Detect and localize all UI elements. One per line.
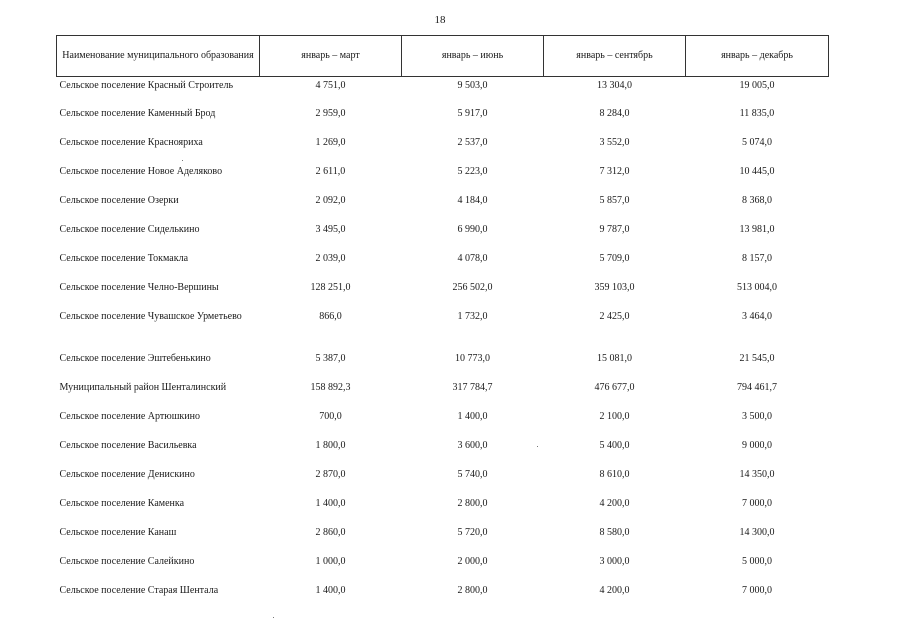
row-year-value: 5 074,0 (742, 136, 772, 148)
table-row (57, 137, 829, 166)
row-h1-value: 9 503,0 (457, 80, 488, 91)
row-h1-value: 256 502,0 (452, 281, 493, 293)
table-row (57, 195, 829, 224)
row-9m-value: 3 552,0 (599, 136, 630, 148)
row-9m-value: 8 610,0 (599, 468, 630, 480)
row-year-value: 10 445,0 (739, 165, 775, 177)
row-q1-value: 1 000,0 (315, 555, 346, 567)
row-name: Сельское поселение Красный Строитель (59, 80, 234, 91)
row-q1-value: 2 611,0 (315, 165, 346, 177)
table-row (57, 224, 829, 253)
row-h1-value: 2 000,0 (457, 555, 488, 567)
row-q1-value: 4 751,0 (315, 80, 346, 91)
row-name: Сельское поселение Озерки (59, 194, 179, 206)
row-9m-value: 7 312,0 (599, 165, 630, 177)
row-q1-value: 2 039,0 (315, 252, 346, 264)
table-row (57, 311, 829, 353)
row-9m-value: 359 103,0 (594, 281, 635, 293)
row-name: Сельское поселение Каменный Брод (59, 107, 216, 119)
header-q1: январь – март (260, 36, 402, 77)
row-q1-value: 2 092,0 (315, 194, 346, 206)
row-9m-value: 2 100,0 (599, 410, 630, 422)
row-q1-value: 2 870,0 (315, 468, 346, 480)
row-h1-value: 2 537,0 (457, 136, 488, 148)
table-row (57, 382, 829, 411)
row-name: Сельское поселение Артюшкино (59, 410, 200, 422)
row-h1-value: 5 740,0 (457, 468, 488, 480)
header-year: январь – декабрь (686, 36, 829, 77)
row-9m-value: 8 284,0 (599, 107, 630, 119)
row-year-value: 8 157,0 (742, 252, 772, 264)
table-row (57, 108, 829, 137)
row-q1-value: 128 251,0 (310, 281, 351, 293)
row-name: Сельское поселение Денискино (59, 468, 195, 480)
scan-speck (537, 446, 538, 447)
row-year-value: 7 000,0 (742, 497, 772, 509)
scan-speck (182, 160, 183, 161)
table-row (57, 440, 829, 469)
row-year-value: 19 005,0 (739, 80, 775, 91)
page-number: 18 (434, 14, 446, 26)
row-h1-value: 4 078,0 (457, 252, 488, 264)
row-year-value: 513 004,0 (737, 281, 777, 293)
row-year-value: 3 464,0 (742, 310, 772, 322)
row-q1-value: 2 959,0 (315, 107, 346, 119)
row-year-value: 14 300,0 (739, 526, 775, 538)
row-year-value: 7 000,0 (742, 584, 772, 596)
row-name: Сельское поселение Салейкино (59, 555, 195, 567)
table-header (57, 36, 829, 77)
row-h1-value: 4 184,0 (457, 194, 488, 206)
row-name: Сельское поселение Каменка (59, 497, 185, 509)
header-h1: январь – июнь (402, 36, 544, 77)
row-9m-value: 2 425,0 (599, 310, 630, 322)
row-h1-value: 317 784,7 (452, 381, 493, 393)
table-row (57, 253, 829, 282)
row-9m-value: 476 677,0 (594, 381, 635, 393)
row-name: Сельское поселение Чувашское Урметьево (59, 310, 242, 322)
row-h1-value: 5 917,0 (457, 107, 488, 119)
row-h1-value: 5 720,0 (457, 526, 488, 538)
row-name: Сельское поселение Эштебенькино (59, 352, 211, 364)
row-year-value: 21 545,0 (739, 352, 775, 364)
row-q1-value: 5 387,0 (315, 352, 346, 364)
row-name: Сельское поселение Васильевка (59, 439, 197, 451)
table-row (57, 166, 829, 195)
row-h1-value: 3 600,0 (457, 439, 488, 451)
row-year-value: 14 350,0 (739, 468, 775, 480)
scan-speck (273, 617, 274, 618)
row-h1-value: 1 732,0 (457, 310, 488, 322)
row-h1-value: 6 990,0 (457, 223, 488, 235)
table-row (57, 527, 829, 556)
table-row (57, 411, 829, 440)
row-9m-value: 9 787,0 (599, 223, 630, 235)
row-9m-value: 5 857,0 (599, 194, 630, 206)
row-9m-value: 8 580,0 (599, 526, 630, 538)
row-9m-value: 3 000,0 (599, 555, 630, 567)
row-q1-value: 1 269,0 (315, 136, 346, 148)
header-9m: январь – сентябрь (544, 36, 686, 77)
table-row (57, 77, 829, 108)
row-q1-value: 1 400,0 (315, 497, 346, 509)
table-row (57, 498, 829, 527)
row-9m-value: 4 200,0 (599, 584, 630, 596)
header-municipality: Наименование муниципального образования (57, 36, 260, 77)
row-q1-value: 1 400,0 (315, 584, 346, 596)
row-year-value: 9 000,0 (742, 439, 772, 451)
row-name: Муниципальный район Шенталинский (59, 381, 227, 393)
row-name: Сельское поселение Челно-Вершины (59, 281, 219, 293)
row-year-value: 3 500,0 (742, 410, 772, 422)
table-row (57, 353, 829, 382)
row-q1-value: 866,0 (319, 310, 342, 322)
row-9m-value: 5 400,0 (599, 439, 630, 451)
row-year-value: 794 461,7 (737, 381, 777, 393)
row-q1-value: 700,0 (319, 410, 342, 422)
row-h1-value: 10 773,0 (455, 352, 490, 364)
table-row (57, 556, 829, 585)
row-name: Сельское поселение Старая Шентала (59, 584, 219, 596)
table-body (57, 77, 829, 614)
row-name: Сельское поселение Канаш (59, 526, 177, 538)
budget-table (56, 35, 829, 614)
row-name: Сельское поселение Краснояриха (59, 136, 203, 148)
row-name: Сельское поселение Токмакла (59, 252, 189, 264)
row-q1-value: 2 860,0 (315, 526, 346, 538)
row-h1-value: 1 400,0 (457, 410, 488, 422)
row-h1-value: 5 223,0 (457, 165, 488, 177)
row-h1-value: 2 800,0 (457, 497, 488, 509)
row-name: Сельское поселение Сиделькино (59, 223, 200, 235)
table-row (57, 469, 829, 498)
row-year-value: 8 368,0 (742, 194, 772, 206)
row-q1-value: 3 495,0 (315, 223, 346, 235)
row-9m-value: 5 709,0 (599, 252, 630, 264)
row-q1-value: 158 892,3 (310, 381, 351, 393)
row-9m-value: 15 081,0 (597, 352, 632, 364)
row-year-value: 11 835,0 (739, 107, 775, 119)
table-row (57, 282, 829, 311)
row-year-value: 13 981,0 (739, 223, 775, 235)
row-year-value: 5 000,0 (742, 555, 772, 567)
row-q1-value: 1 800,0 (315, 439, 346, 451)
table-row (57, 585, 829, 614)
row-9m-value: 4 200,0 (599, 497, 630, 509)
row-9m-value: 13 304,0 (597, 80, 632, 91)
row-h1-value: 2 800,0 (457, 584, 488, 596)
row-name: Сельское поселение Новое Аделяково (59, 165, 223, 177)
